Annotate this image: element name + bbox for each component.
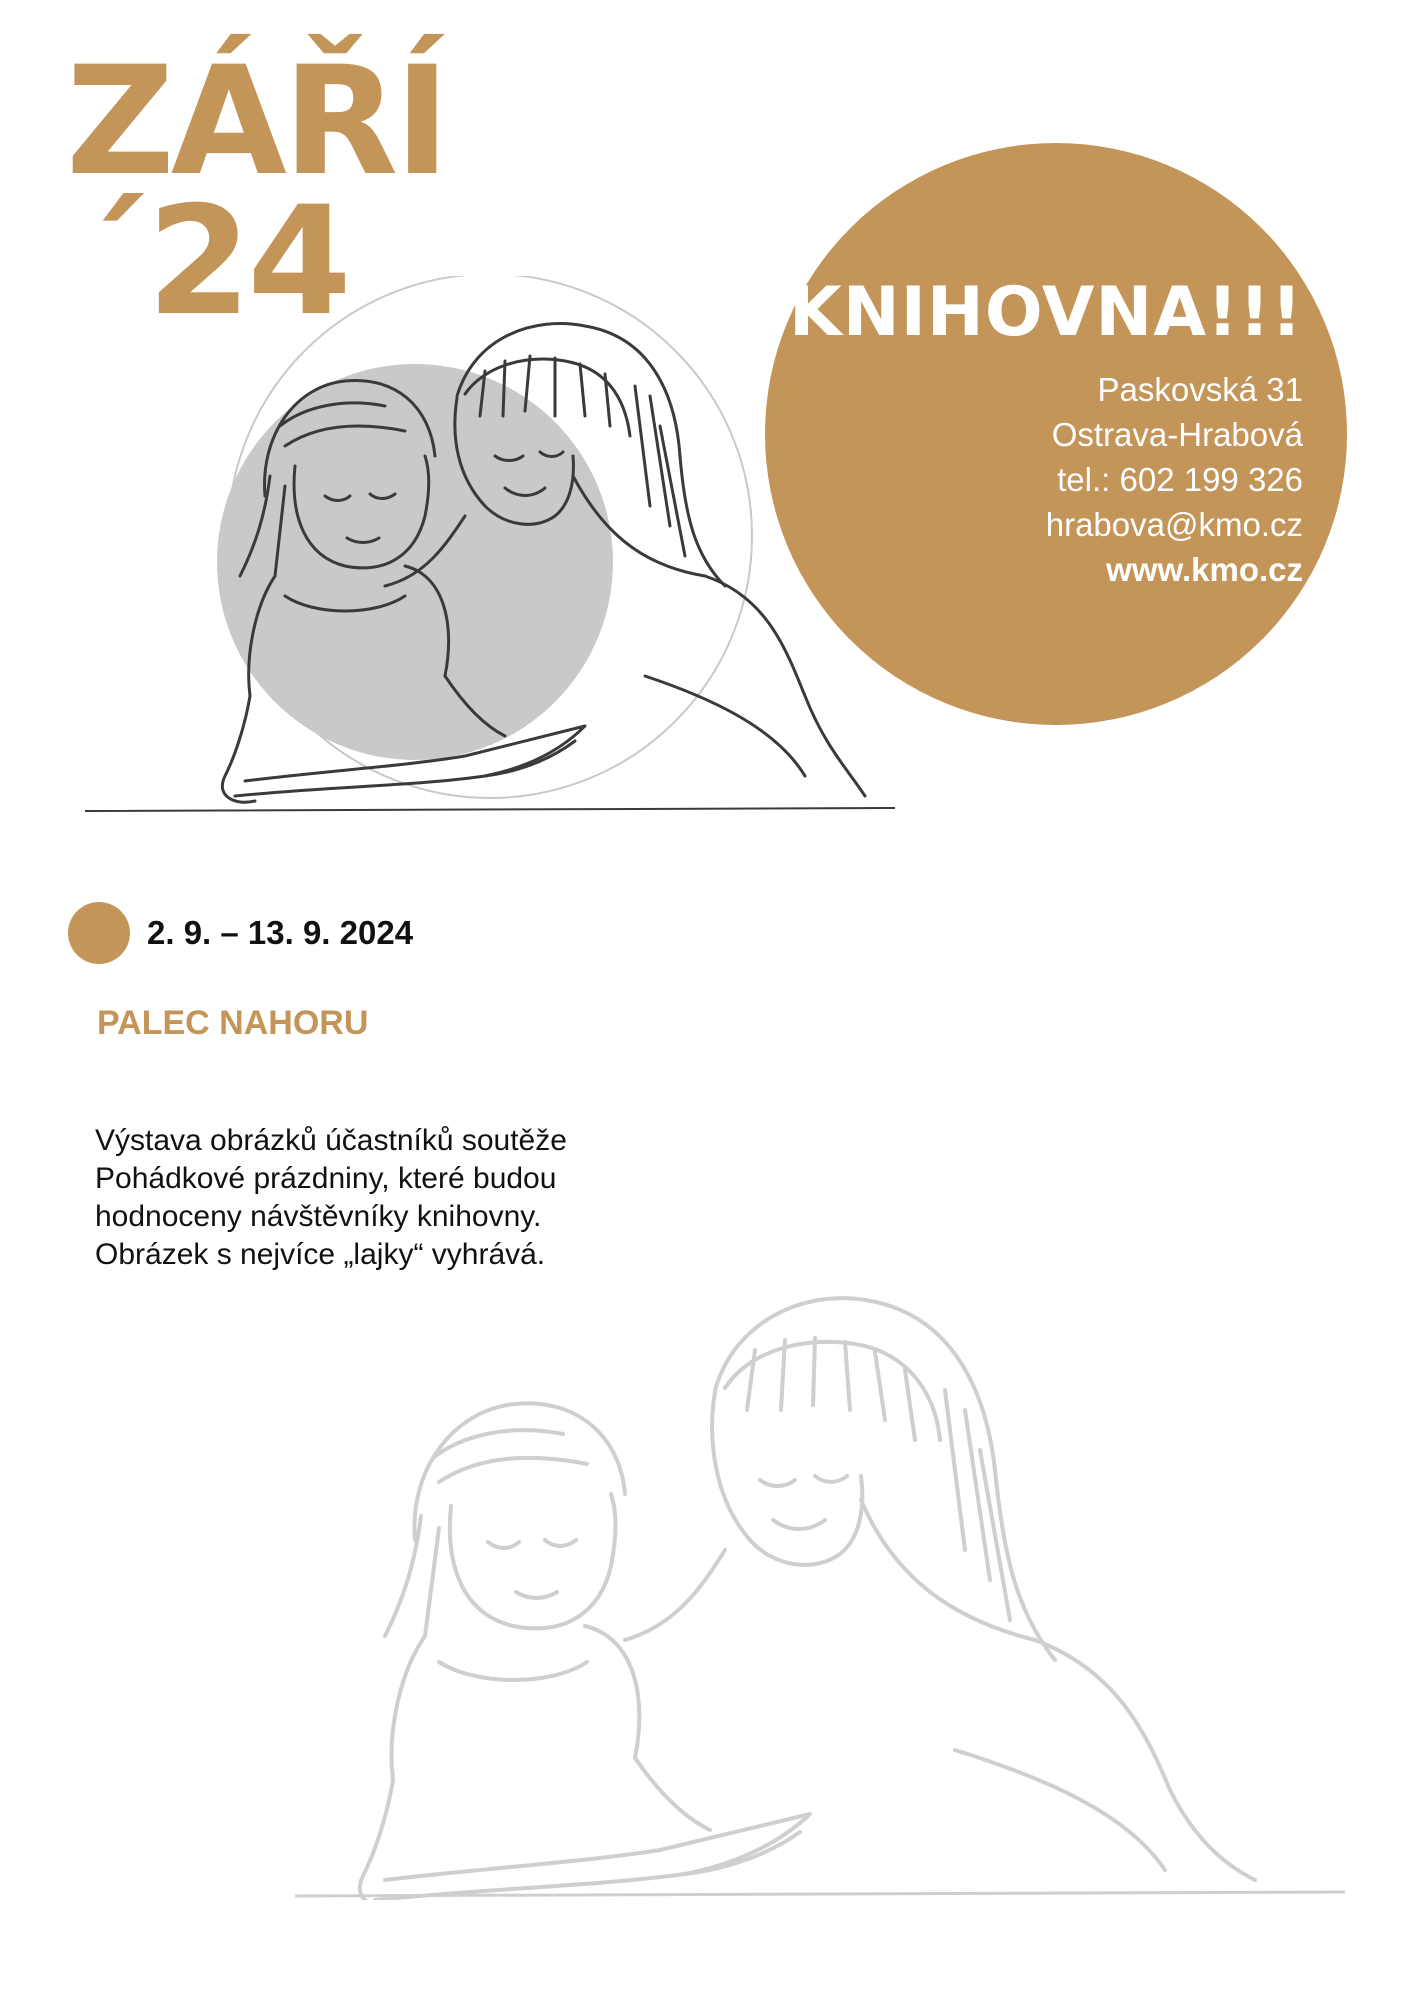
library-email[interactable]: hrabova@kmo.cz: [1045, 506, 1303, 543]
mother-child-reading-illustration: [85, 276, 895, 816]
library-contact: [1046, 367, 1303, 592]
month-heading: ZÁŘÍ: [66, 35, 447, 209]
event-description-line: Výstava obrázků účastníků soutěže: [95, 1124, 567, 1157]
library-city: Ostrava-Hrabová: [1051, 416, 1303, 453]
library-name: KNIHOVNA!!!: [789, 273, 1303, 352]
event-date-row: [68, 902, 413, 964]
mother-child-reading-watermark: [295, 1280, 1345, 1900]
event-date: 2. 9. – 13. 9. 2024: [147, 914, 414, 951]
event-title: PALEC NAHORU: [97, 1004, 369, 1042]
event-description-line: Pohádkové prázdniny, které budou: [95, 1162, 557, 1195]
library-street: Paskovská 31: [1097, 371, 1303, 408]
event-description: [95, 1122, 735, 1274]
event-description-line: Obrázek s nejvíce „lajky“ vyhrává.: [95, 1238, 546, 1271]
bullet-dot-icon: [68, 902, 130, 964]
library-phone: tel.: 602 199 326: [1057, 461, 1303, 498]
event-description-line: hodnoceny návštěvníky knihovny.: [95, 1200, 542, 1233]
library-info-circle: [765, 143, 1347, 725]
library-website[interactable]: www.kmo.cz: [1106, 551, 1303, 588]
year-heading: ´24: [76, 175, 348, 349]
